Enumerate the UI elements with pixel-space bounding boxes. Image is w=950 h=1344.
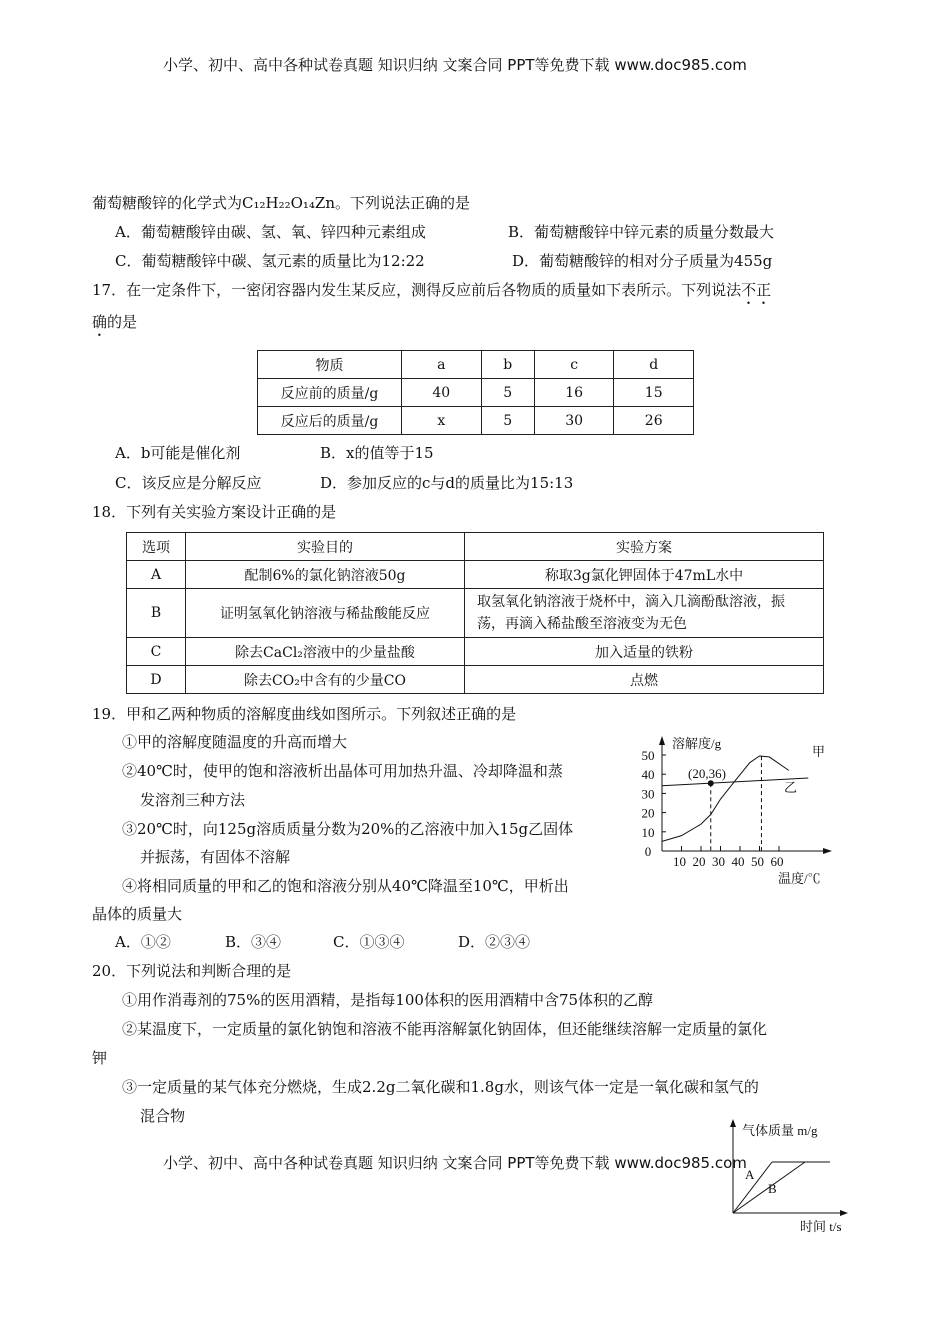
table-cell: 配制6%的氯化钠溶液50g bbox=[186, 561, 465, 589]
x-tick-label: 10 bbox=[673, 854, 686, 869]
page-header: 小学、初中、高中各种试卷真题 知识归纳 文案合同 PPT等免费下载 www.doc985.com bbox=[163, 56, 747, 74]
y-tick-label: 50 bbox=[641, 748, 655, 763]
series-label-yi: 乙 bbox=[784, 780, 798, 795]
x-axis-arrow-icon bbox=[840, 1210, 848, 1216]
table-cell: 30 bbox=[534, 407, 614, 435]
table-cell: A bbox=[127, 561, 186, 589]
q16-option-d: D．葡萄糖酸锌的相对分子质量为455g bbox=[512, 252, 773, 270]
table-cell: a bbox=[402, 351, 482, 379]
table-cell: 15 bbox=[614, 379, 694, 407]
table-cell: B bbox=[127, 589, 186, 638]
point-annotation: (20,36) bbox=[688, 766, 726, 781]
x-tick-label: 40 bbox=[731, 854, 745, 869]
y-axis-label: 溶解度/g bbox=[672, 736, 722, 751]
q17-stem-end: 的是 bbox=[107, 313, 138, 331]
table-cell: 除去CO₂中含有的少量CO bbox=[186, 666, 465, 694]
x-axis-label: 时间 t/s bbox=[800, 1219, 842, 1234]
q19-statement-2: ②40℃时，使甲的饱和溶液析出晶体可用加热升温、冷却降温和蒸 bbox=[122, 762, 563, 780]
y-axis-label: 气体质量 m/g bbox=[742, 1123, 818, 1138]
table-cell: 除去CaCl₂溶液中的少量盐酸 bbox=[186, 638, 465, 666]
table-cell: 实验方案 bbox=[465, 533, 824, 561]
q20-statement-2-cont: 钾 bbox=[92, 1049, 108, 1067]
q17-stem-text: 17．在一定条件下，一密闭容器内发生某反应，测得反应前后各物质的质量如下表所示。下列说法 bbox=[92, 281, 742, 299]
q16-option-a: A．葡萄糖酸锌由碳、氢、氧、锌四种元素组成 bbox=[115, 223, 426, 241]
table-cell: 反应前的质量/g bbox=[258, 379, 402, 407]
x-axis-label: 温度/℃ bbox=[778, 871, 821, 886]
q16-option-c: C．葡萄糖酸锌中碳、氢元素的质量比为12:22 bbox=[115, 252, 425, 270]
x-tick-label: 60 bbox=[770, 854, 784, 869]
q17-option-b: B．x的值等于15 bbox=[320, 444, 434, 462]
q19-statement-3-cont: 并振荡，有固体不溶解 bbox=[140, 848, 291, 866]
q20-statement-3-cont: 混合物 bbox=[140, 1107, 186, 1125]
q19-option-c: C．①③④ bbox=[333, 933, 405, 951]
q17-emphasis: 不正 bbox=[741, 281, 772, 299]
table-cell: C bbox=[127, 638, 186, 666]
q20-statement-3: ③一定质量的某气体充分燃烧，生成2.2g二氧化碳和1.8g水，则该气体一定是一氧化碳和氢气的 bbox=[122, 1078, 759, 1096]
table-cell: 取氢氧化钠溶液于烧杯中，滴入几滴酚酞溶液，振荡，再滴入稀盐酸至溶液变为无色 bbox=[465, 589, 824, 638]
y-tick-label: 20 bbox=[641, 805, 655, 821]
y-tick-label: 0 bbox=[644, 844, 652, 859]
y-tick-label: 40 bbox=[641, 767, 655, 783]
series-label-jia: 甲 bbox=[812, 744, 826, 759]
y-tick-label: 30 bbox=[641, 786, 655, 802]
q19-statement-1: ①甲的溶解度随温度的升高而增大 bbox=[122, 733, 348, 751]
q17-option-a: A．b可能是催化剂 bbox=[115, 444, 241, 462]
table-cell: d bbox=[614, 351, 694, 379]
table-cell: b bbox=[481, 351, 534, 379]
y-axis-arrow-icon bbox=[730, 1119, 736, 1127]
table-cell: 证明氢氧化钠溶液与稀盐酸能反应 bbox=[186, 589, 465, 638]
table-cell: c bbox=[534, 351, 614, 379]
q17-option-c: C．该反应是分解反应 bbox=[115, 474, 262, 492]
table-cell: 点燃 bbox=[465, 666, 824, 694]
q16-option-b: B．葡萄糖酸锌中锌元素的质量分数最大 bbox=[508, 223, 775, 241]
table-cell: D bbox=[127, 666, 186, 694]
table-cell: 反应后的质量/g bbox=[258, 407, 402, 435]
table-cell: 16 bbox=[534, 379, 614, 407]
q19-statement-2-cont: 发溶剂三种方法 bbox=[140, 791, 246, 809]
x-tick-label: 50 bbox=[751, 854, 764, 869]
table-cell: 物质 bbox=[258, 351, 402, 379]
q18-stem: 18．下列有关实验方案设计正确的是 bbox=[92, 503, 337, 521]
q19-statement-4: ④将相同质量的甲和乙的饱和溶液分别从40℃降温至10℃，甲析出 bbox=[122, 877, 569, 895]
q19-option-b: B．③④ bbox=[225, 933, 282, 951]
x-tick-label: 20 bbox=[692, 854, 706, 869]
gas-mass-chart bbox=[700, 1115, 860, 1235]
x-axis-arrow-icon bbox=[823, 848, 832, 854]
q19-statement-4-cont: 晶体的质量大 bbox=[92, 905, 183, 923]
y-axis-arrow-icon bbox=[659, 736, 665, 745]
q20-stem: 20．下列说法和判断合理的是 bbox=[92, 962, 292, 980]
q17-option-d: D．参加反应的c与d的质量比为15:13 bbox=[320, 474, 574, 492]
q19-statement-3: ③20℃时，向125g溶质质量分数为20%的乙溶液中加入15g乙固体 bbox=[122, 820, 574, 838]
q19-option-d: D．②③④ bbox=[458, 933, 531, 951]
table-cell: 称取3g氯化钾固体于47mL水中 bbox=[465, 561, 824, 589]
table-cell: 40 bbox=[402, 379, 482, 407]
table-cell: 5 bbox=[481, 379, 534, 407]
data-point bbox=[708, 780, 714, 786]
y-tick-label: 10 bbox=[641, 824, 655, 840]
table-cell: 26 bbox=[614, 407, 694, 435]
q16-stem: 葡萄糖酸锌的化学式为C₁₂H₂₂O₁₄Zn。下列说法正确的是 bbox=[92, 194, 471, 212]
q20-statement-2: ②某温度下，一定质量的氯化钠饱和溶液不能再溶解氯化钠固体，但还能继续溶解一定质量的氯化 bbox=[122, 1020, 768, 1038]
table-cell: 5 bbox=[481, 407, 534, 435]
q20-statement-1: ①用作消毒剂的75%的医用酒精，是指每100体积的医用酒精中含75体积的乙醇 bbox=[122, 991, 654, 1009]
page-footer: 小学、初中、高中各种试卷真题 知识归纳 文案合同 PPT等免费下载 www.doc985.com bbox=[163, 1154, 747, 1172]
table-cell: x bbox=[402, 407, 482, 435]
table-cell: 加入适量的铁粉 bbox=[465, 638, 824, 666]
series-label-a: A bbox=[745, 1167, 755, 1182]
q19-stem: 19．甲和乙两种物质的溶解度曲线如图所示。下列叙述正确的是 bbox=[92, 705, 517, 723]
q19-option-a: A．①② bbox=[115, 933, 171, 951]
x-tick-label: 30 bbox=[712, 854, 725, 869]
series-label-b: B bbox=[768, 1181, 777, 1196]
table-cell: 选项 bbox=[127, 533, 186, 561]
table-cell: 实验目的 bbox=[186, 533, 465, 561]
q17-emphasis-2: 确 bbox=[92, 313, 108, 331]
